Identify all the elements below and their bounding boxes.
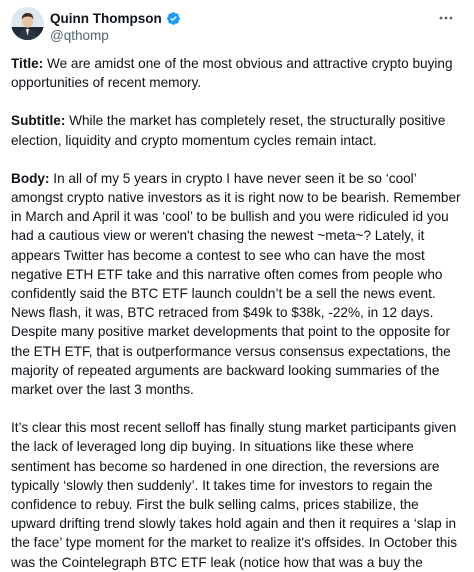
- body-text: In all of my 5 years in crypto I have never seen it be so ‘cool’ amongst crypto native investors as it is right now to be bearish. Remember in March and April it was ‘cool’ to be bullish and you were ridiculed id you had a cautious view or weren't chasing the newest ~meta~? Lately, it appears Twitter has become a contest to see who can have the most negative ETH ETF take and this narrative often comes from people who confidently said the BTC ETF launch couldn’t be a sell the news event. News flash, it was, BTC retraced from $49k to $38k, -22%, in 12 days. Despite many positive market developments that point to the opposite for the ETH ETF, that is outperformance versus consensus expectations, the majority of repeated arguments are backward looking summaries of the market over the last 3 months.: [11, 170, 461, 398]
- tweet-header: [11, 0, 463, 52]
- body-label: Body:: [11, 170, 50, 186]
- tweet-text: [11, 54, 463, 572]
- paragraph-gap: [11, 150, 463, 169]
- more-horizontal-icon[interactable]: [438, 10, 454, 26]
- verified-badge-icon: [166, 11, 181, 26]
- avatar-image: [11, 7, 44, 40]
- paragraph-gap: [11, 399, 463, 418]
- title-paragraph: [11, 54, 463, 92]
- title-text: We are amidst one of the most obvious and attractive crypto buying opportunities of recent memory.: [11, 56, 453, 91]
- subtitle-paragraph: [11, 111, 463, 149]
- author-block: [50, 9, 181, 43]
- avatar[interactable]: [11, 7, 44, 40]
- author-handle[interactable]: @qthomp: [50, 28, 109, 43]
- title-label: Title:: [11, 56, 44, 71]
- paragraph-gap: [11, 92, 463, 111]
- author-display-name[interactable]: Quinn Thompson: [50, 10, 162, 26]
- subtitle-label: Subtitle:: [11, 113, 66, 129]
- body-paragraph: [11, 169, 463, 399]
- name-row: [50, 9, 181, 27]
- second-paragraph: It’s clear this most recent selloff has finally stung market participants given the lack of leveraged long dip buying. In situations like these where sentiment has become so hardened in one direction, the reversions are typically ‘slowly then suddenly’. It takes time for investors to regain the confidence to rebuy. First the bulk selling calms, prices stabilize, the upward drifting trend slowly takes hold again and then it requires a ‘slap in the face’ type moment for the market to realize it's offsides. In October this was the Cointelegraph BTC ETF leak (notice how that was a buy the: [11, 420, 458, 570]
- subtitle-text: While the market has completely reset, the structurally positive election, liquidity and crypto momentum cycles remain intact.: [11, 113, 446, 148]
